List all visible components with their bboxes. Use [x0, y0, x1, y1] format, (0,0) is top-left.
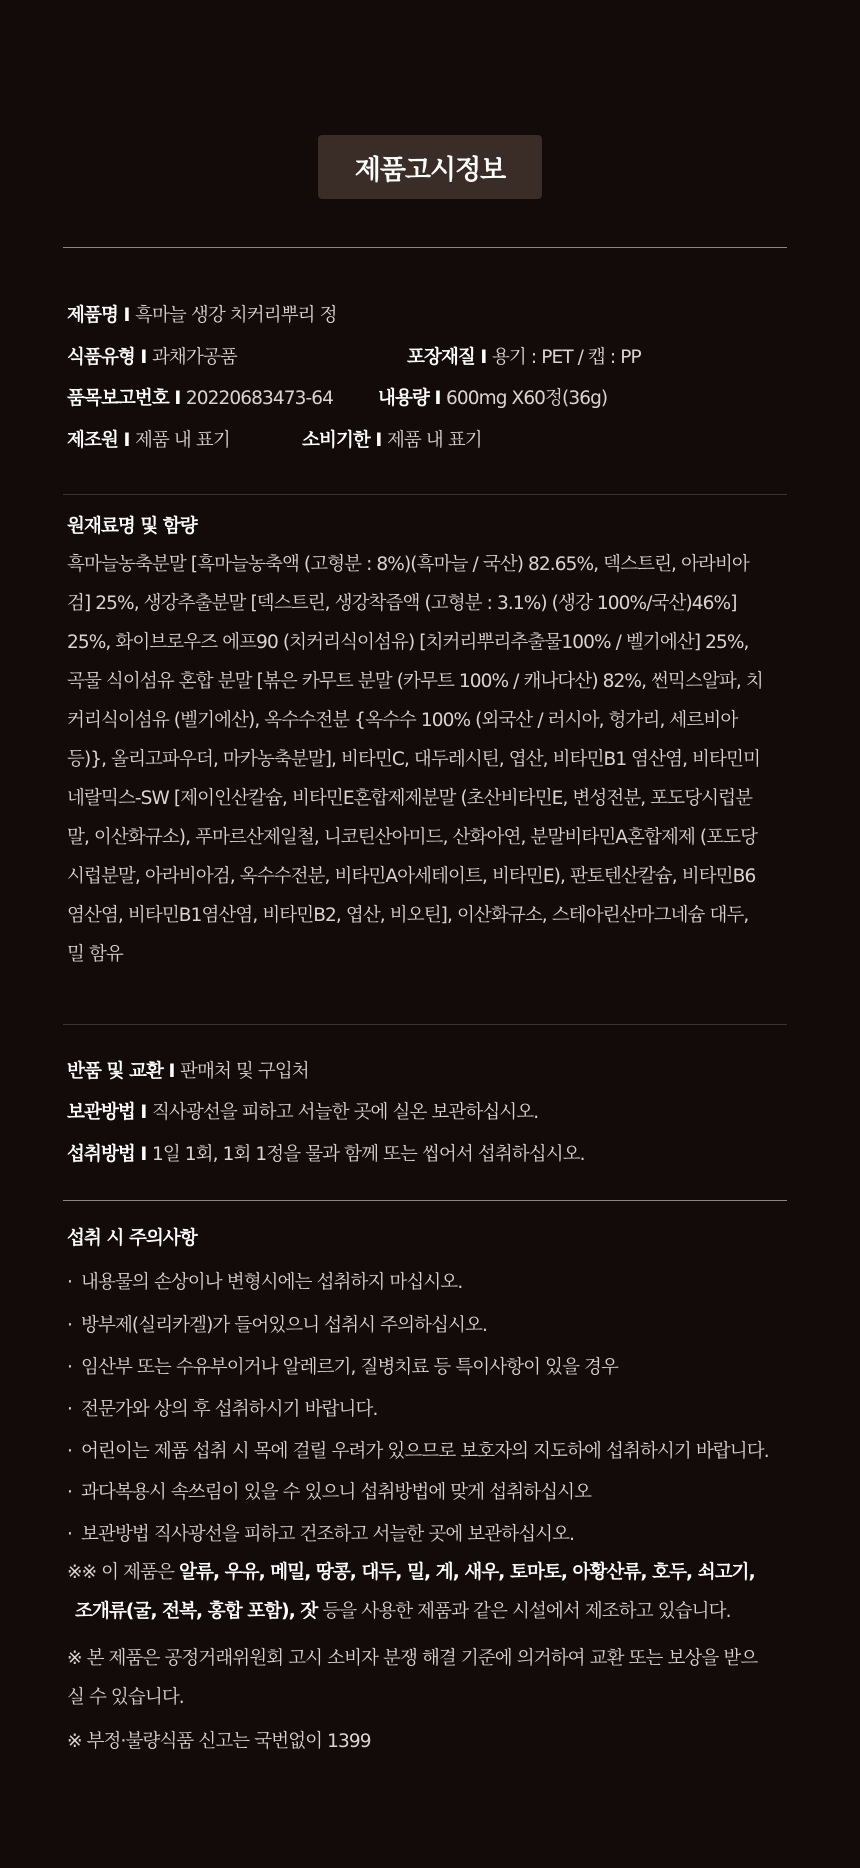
ingredients-line: 시럽분말, 아라비아검, 옥수수전분, 비타민A아세테이트, 비타민E), 판토텐산칼슘, 비타민B6 — [67, 866, 756, 887]
caution-item: · 임산부 또는 수유부이거나 알레르기, 질병치료 등 특이사항이 있을 경우 — [67, 1357, 618, 1378]
ingredients-line: 등)}, 올리고파우더, 마카농축분말], 비타민C, 대두레시틴, 엽산, 비타민B1 염산염, 비타민미 — [67, 749, 760, 770]
packaging-row — [407, 343, 641, 369]
ingredients-line: 25%, 화이브로우즈 에프90 (치커리식이섬유) [치커리뿌리추출물100% / 벨기에산] 25%, — [67, 632, 749, 653]
ingredients-line: 밀 함유 — [67, 944, 123, 965]
maker-label: 제조원 I — [67, 430, 135, 451]
ingredients-heading: 원재료명 및 함량 — [67, 516, 197, 537]
page-title: 제품고시정보 — [318, 135, 542, 199]
caution-item: · 과다복용시 속쓰림이 있을 수 있으니 섭취방법에 맞게 섭취하십시오 — [67, 1482, 592, 1503]
caution-item: · 전문가와 상의 후 섭취하시기 바랍니다. — [67, 1399, 378, 1420]
storage-value: 직사광선을 피하고 서늘한 곳에 실온 보관하십시오. — [151, 1102, 539, 1123]
packaging-label: 포장재질 I — [407, 347, 492, 368]
ingredients-line: 흑마늘농축분말 [흑마늘농축액 (고형분 : 8%)(흑마늘 / 국산) 82.65%, 덱스트린, 아라비아 — [67, 554, 749, 575]
expiry-row — [302, 426, 482, 452]
allergy-notice: ※※ 이 제품은 알류, 우유, 메밀, 땅콩, 대두, 밀, 게, 새우, 토마토, 아황산류, 호두, 쇠고기, 조개류(굴, 전복, 홍합 포함), 잣 등을 사용한 제품과 같은 시설에서 제조하고 있습니다. — [67, 1562, 755, 1622]
product-name-row — [67, 301, 337, 327]
ingredients-line: 염산염, 비타민B1염산염, 비타민B2, 엽산, 비오틴], 이산화규소, 스테아린산마그네슘 대두, — [67, 905, 749, 926]
food-type-label: 식품유형 I — [67, 347, 152, 368]
caution-item: · 어린이는 제품 섭취 시 목에 걸릴 우려가 있으므로 보호자의 지도하에 섭취하시기 바랍니다. — [67, 1441, 769, 1462]
ingredients-line: 말, 이산화규소), 푸마르산제일철, 니코틴산아미드, 산화아연, 분말비타민A혼합제제 (포도당 — [67, 827, 758, 848]
caution-item: · 방부제(실리카겔)가 들어있으니 섭취시 주의하십시오. — [67, 1315, 487, 1336]
food-type-row — [67, 343, 237, 369]
content-label: 내용량 I — [378, 388, 446, 409]
return-label: 반품 및 교환 I — [67, 1061, 181, 1082]
allergen-list: 조개류(굴, 전복, 홍합 포함), 잣 — [75, 1601, 318, 1622]
packaging-value: 용기 : PET / 캡 : PP — [491, 347, 641, 368]
ingredients-line: 커리식이섬유 (벨기에산), 옥수수전분 {옥수수 100% (외국산 / 러시아, 헝가리, 세르비아 — [67, 710, 738, 731]
caution-heading: 섭취 시 주의사항 — [67, 1228, 197, 1249]
report-number-value: 20220683473-64 — [185, 388, 333, 409]
ingredients-text — [67, 545, 803, 974]
return-value: 판매처 및 구입처 — [180, 1061, 309, 1082]
divider — [63, 247, 787, 248]
content-row — [378, 384, 607, 410]
ingredients-line: 네랄믹스-SW [제이인산칼슘, 비타민E혼합제제분말 (초산비타민E, 변성전분, 포도당시럽분 — [67, 788, 753, 809]
intake-value: 1일 1회, 1회 1정을 물과 함께 또는 씹어서 섭취하십시오. — [151, 1144, 585, 1165]
intake-row — [67, 1140, 585, 1166]
allergen-list: 알류, 우유, 메밀, 땅콩, 대두, 밀, 게, 새우, 토마토, 아황산류, 호두, 쇠고기, — [179, 1562, 755, 1583]
expiry-value: 제품 내 표기 — [386, 430, 482, 451]
divider — [63, 1200, 787, 1201]
ingredients-line: 검] 25%, 생강추출분말 [덱스트린, 생강착즙액 (고형분 : 3.1%) (생강 100%/국산)46%] — [67, 593, 737, 614]
food-type-value: 과채가공품 — [151, 347, 237, 368]
report-number-row — [67, 384, 333, 410]
maker-value: 제품 내 표기 — [134, 430, 230, 451]
storage-label: 보관방법 I — [67, 1102, 152, 1123]
return-row — [67, 1057, 309, 1083]
intake-label: 섭취방법 I — [67, 1144, 152, 1165]
product-name-label: 제품명 I — [67, 305, 135, 326]
caution-item: · 보관방법 직사광선을 피하고 건조하고 서늘한 곳에 보관하십시오. — [67, 1524, 575, 1545]
product-name-value: 흑마늘 생강 치커리뿌리 정 — [134, 305, 337, 326]
content-value: 600mg X60정(36g) — [445, 388, 608, 409]
maker-row — [67, 426, 230, 452]
report-hotline-notice: ※ 부정·불량식품 신고는 국번없이 1399 — [67, 1731, 371, 1752]
divider — [63, 494, 787, 495]
caution-item: · 내용물의 손상이나 변형시에는 섭취하지 마십시오. — [67, 1272, 463, 1293]
expiry-label: 소비기한 I — [302, 430, 387, 451]
exchange-notice: ※ 본 제품은 공정거래위원회 고시 소비자 분쟁 해결 기준에 의거하여 교환 또는 보상을 받으 실 수 있습니다. — [67, 1648, 758, 1708]
ingredients-line: 곡물 식이섬유 혼합 분말 [볶은 카무트 분말 (카무트 100% / 캐나다산) 82%, 썬믹스알파, 치 — [67, 671, 763, 692]
storage-row — [67, 1098, 538, 1124]
report-number-label: 품목보고번호 I — [67, 388, 186, 409]
divider — [63, 1024, 787, 1025]
